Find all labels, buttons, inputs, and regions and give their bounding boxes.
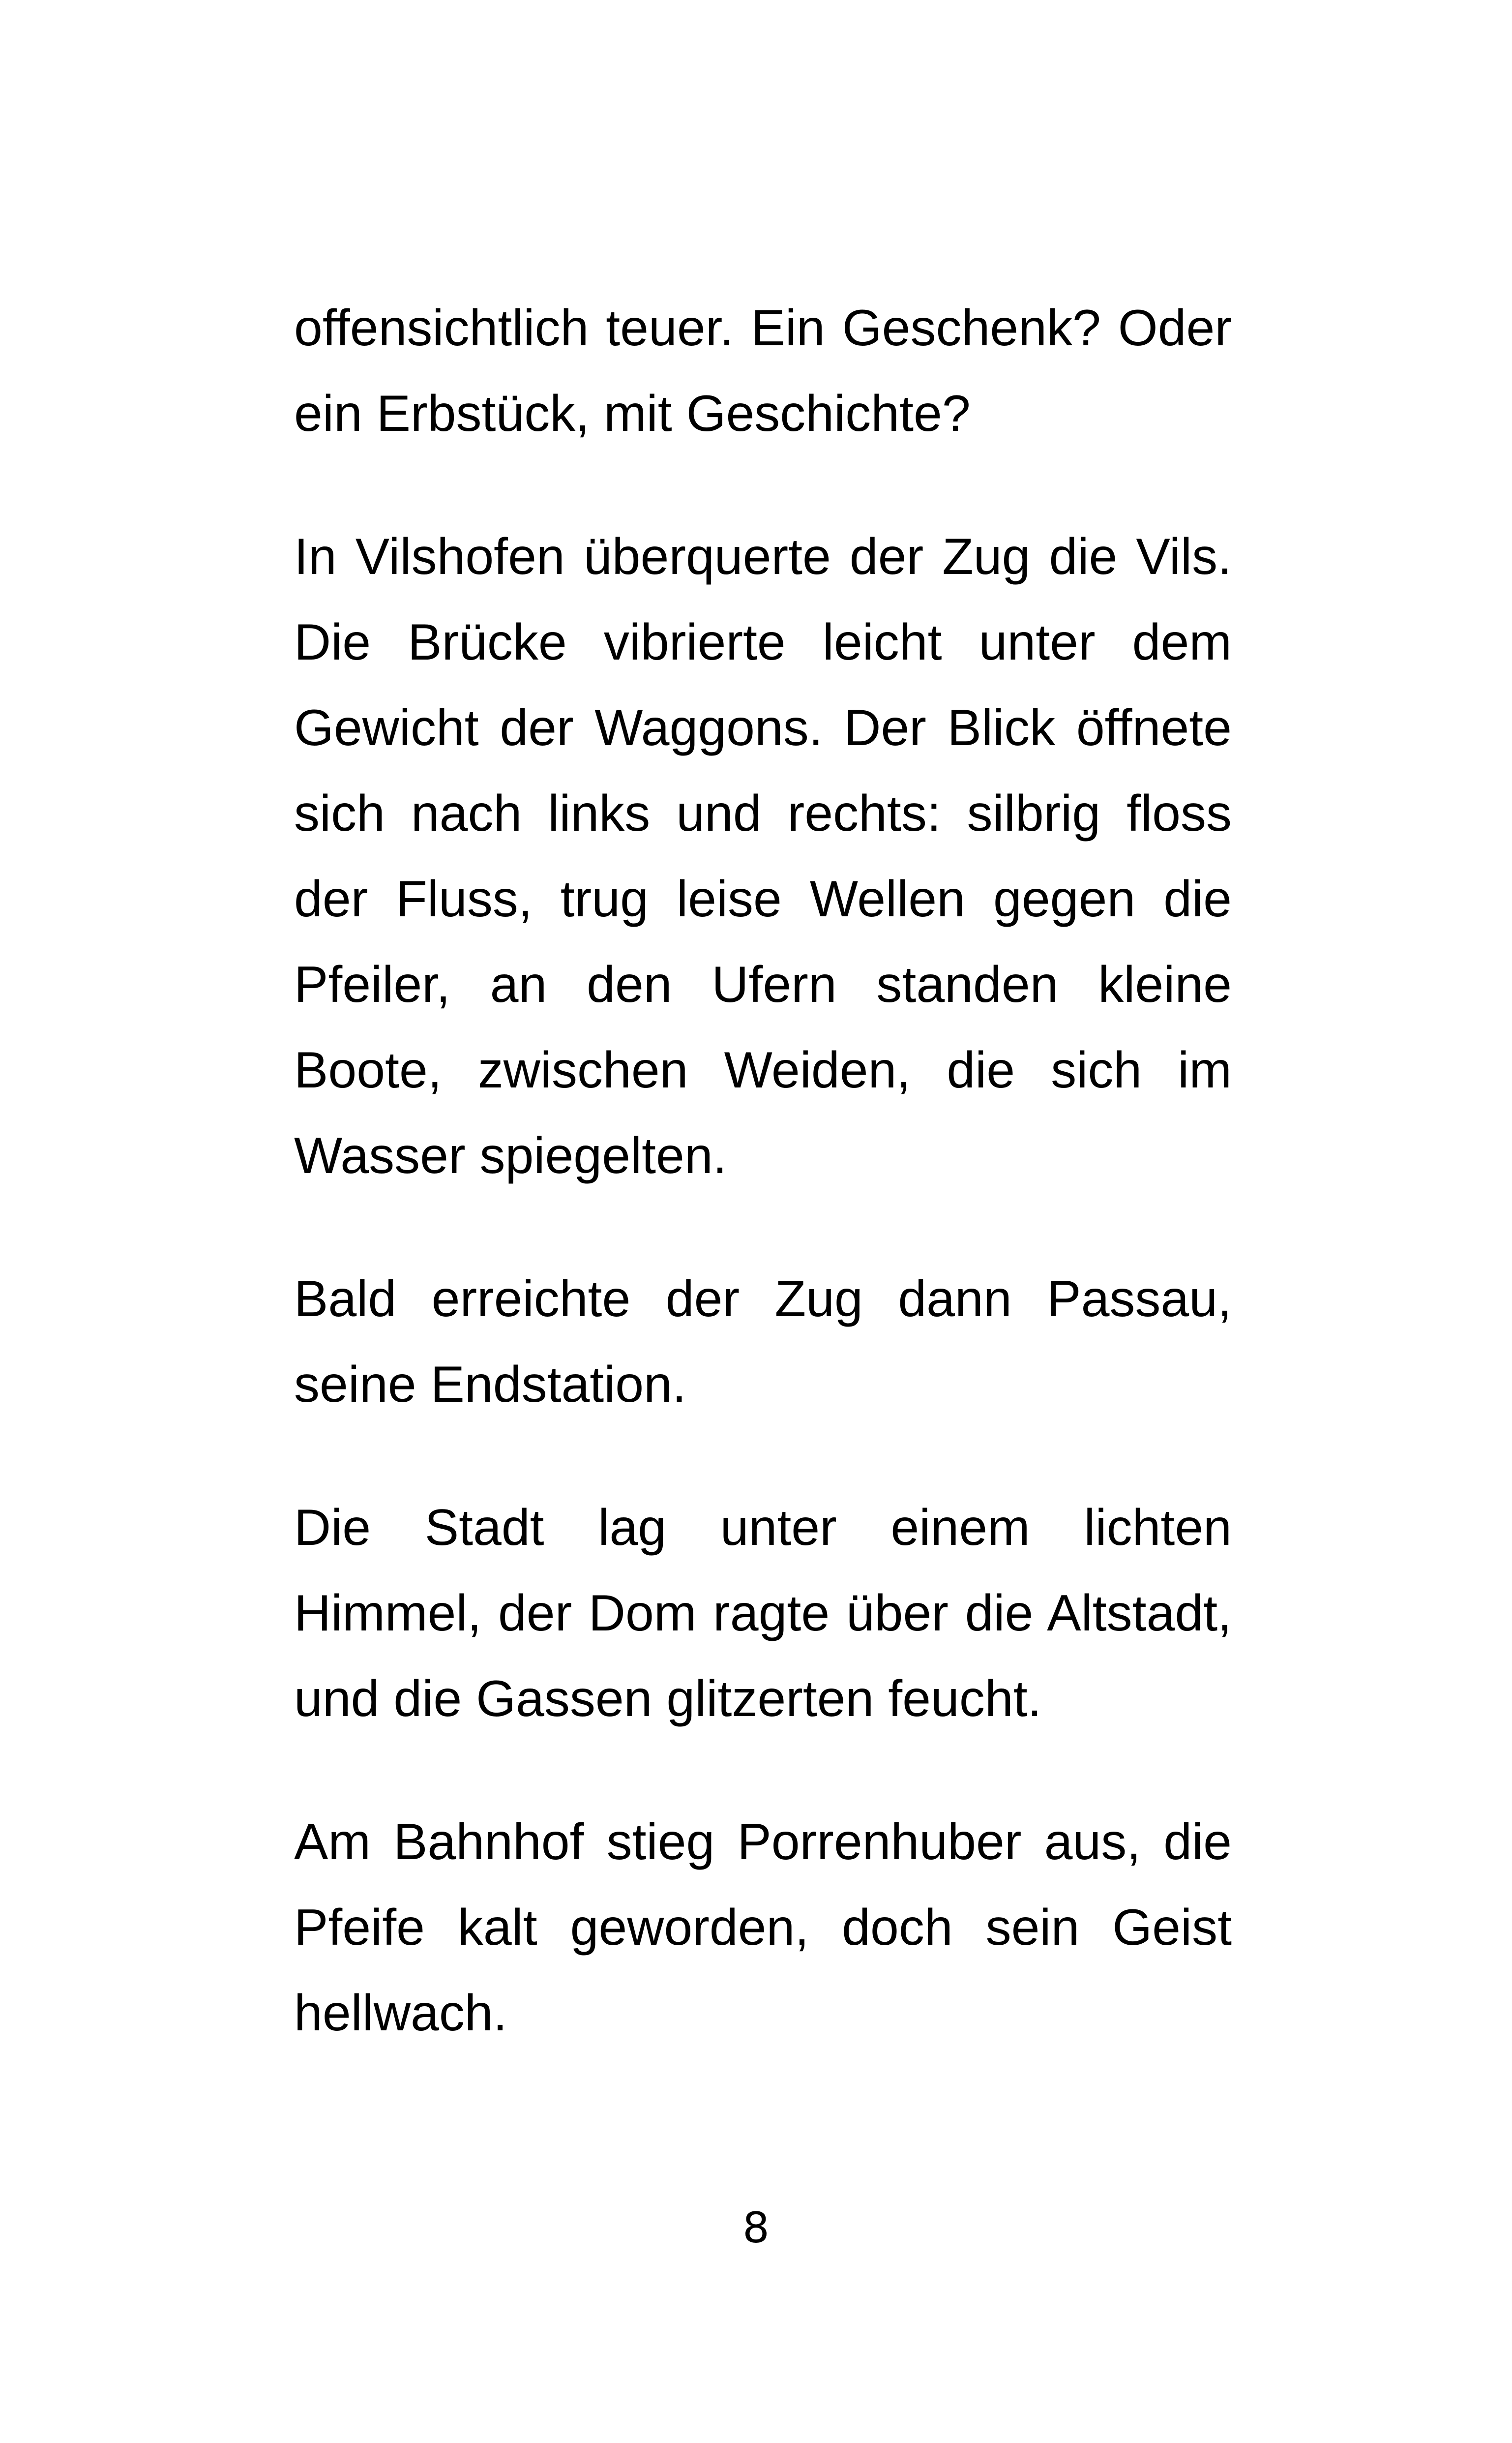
paragraph: offensichtlich teuer. Ein Geschenk? Oder ein Erbstück, mit Geschichte? [294,300,1232,442]
paragraph: Die Stadt lag unter einem lichten Himmel, der Dom ragte über die Altstadt, und die Gassen glitzerten feucht. [294,1499,1232,1727]
paragraph: Bald erreichte der Zug dann Passau, seine Endstation. [294,1270,1232,1413]
page-number: 8 [742,2203,770,2253]
body-text [294,285,1232,2056]
paragraph: In Vilshofen überquerte der Zug die Vils. Die Brücke vibrierte leicht unter dem Gewicht der Waggons. Der Blick öffnete sich nach links und rechts: silbrig floss der Fluss, trug leise Wellen gegen die Pfeiler, an den Ufern standen kleine Boote, zwischen Weiden, die sich im Wasser spiegelten. [294,528,1232,1184]
paragraph: Am Bahnhof stieg Porrenhuber aus, die Pfeife kalt geworden, doch sein Geist hellwach. [294,1813,1232,2042]
